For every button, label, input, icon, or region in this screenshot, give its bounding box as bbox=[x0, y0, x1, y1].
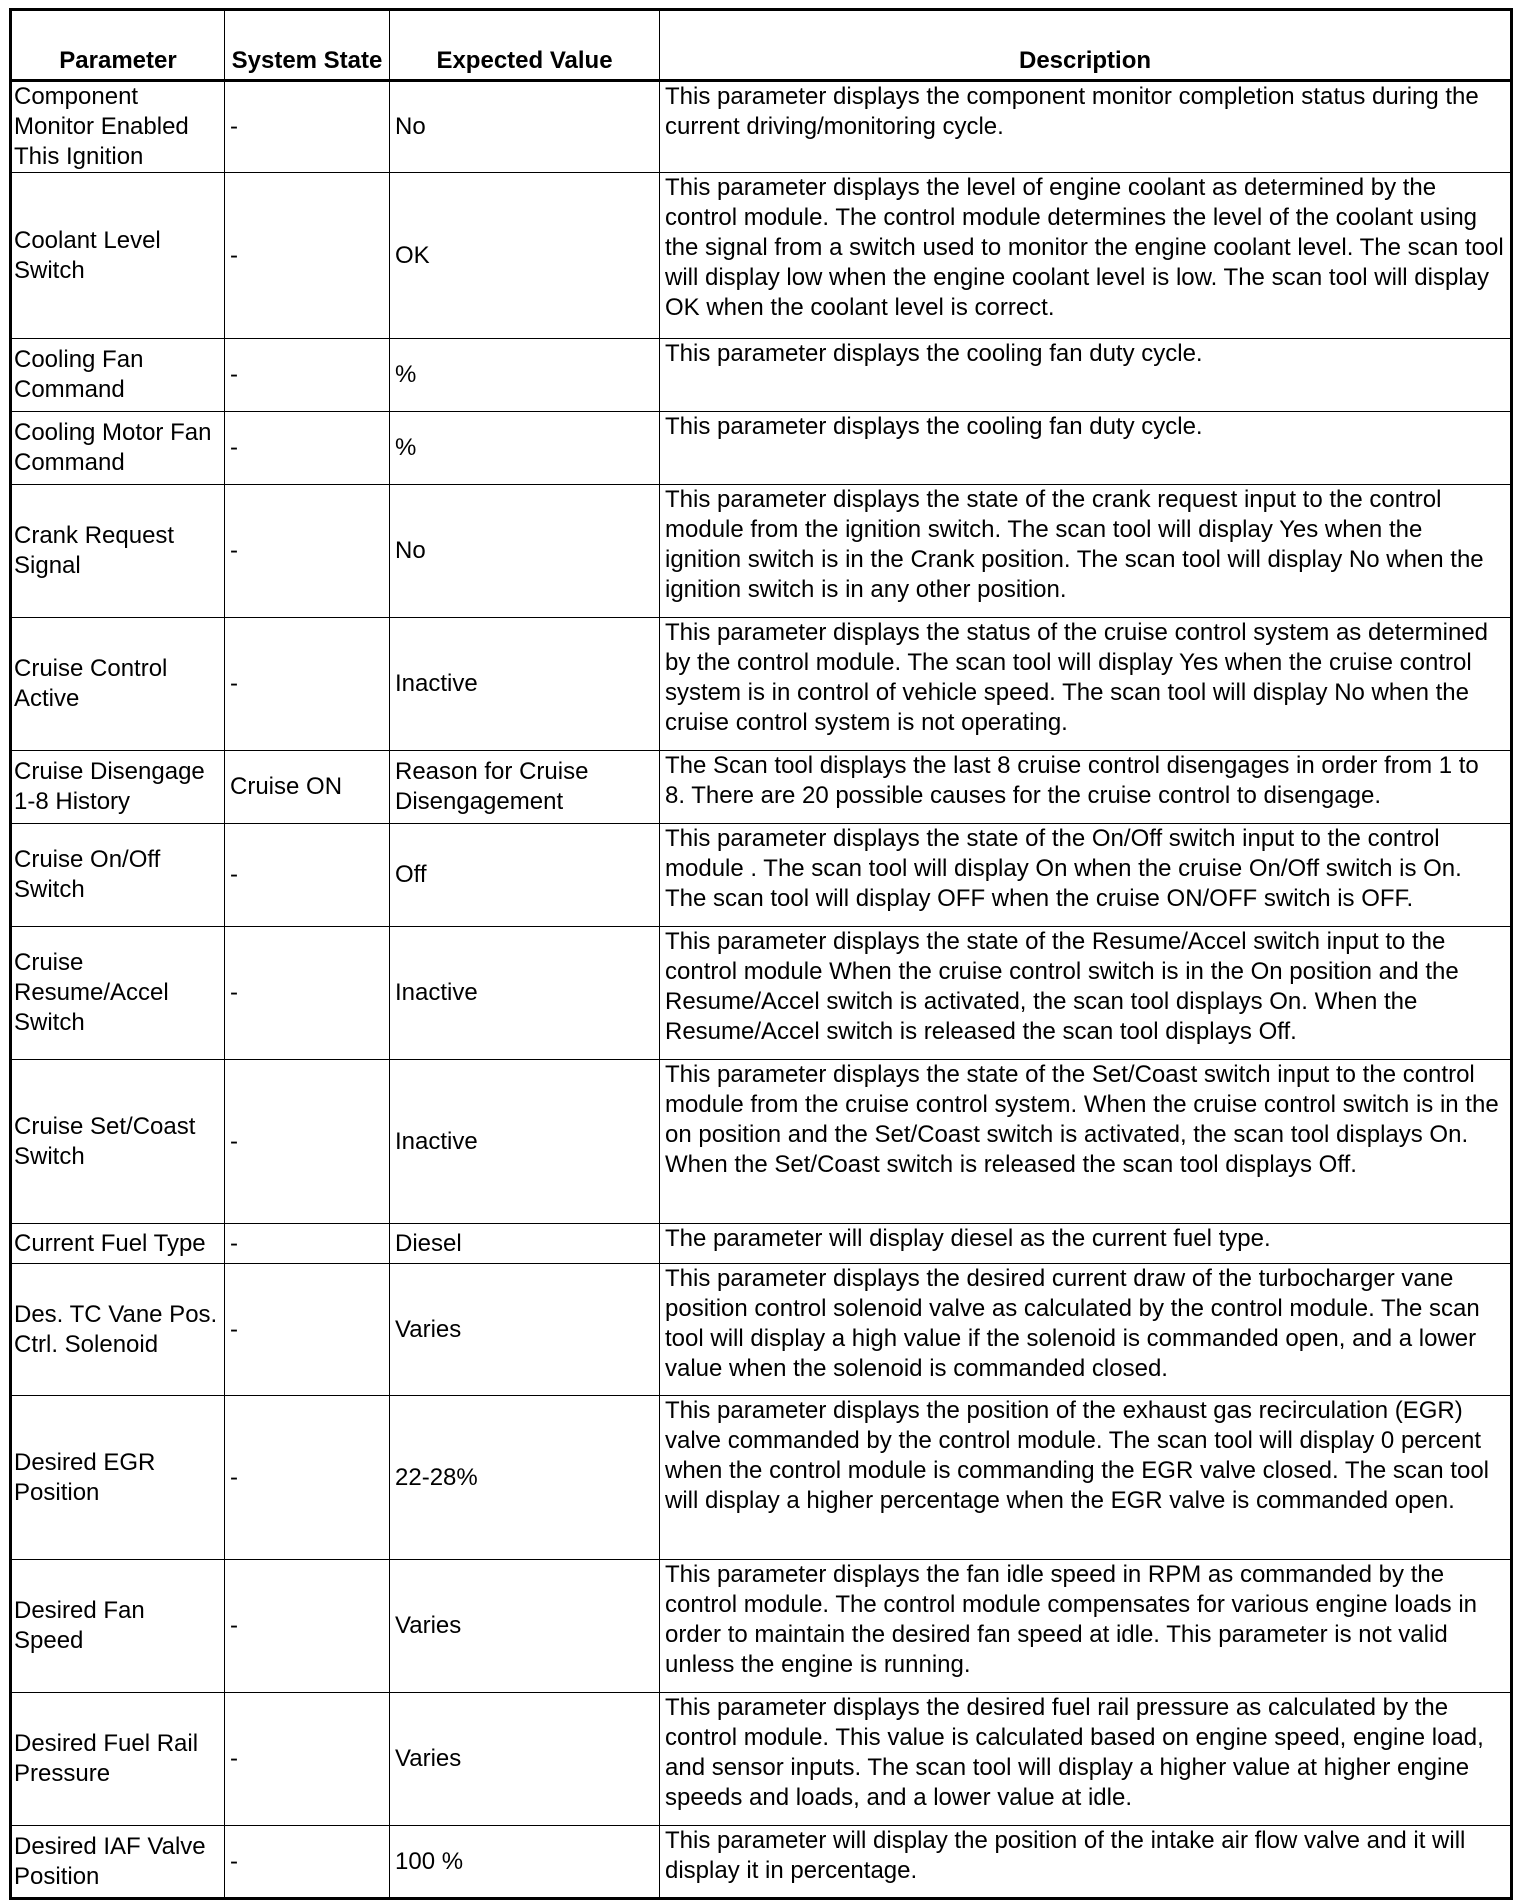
cell-expected-value: 100 % bbox=[390, 1826, 660, 1899]
cell-system-state: - bbox=[225, 1826, 390, 1899]
cell-system-state: Cruise ON bbox=[225, 751, 390, 824]
cell-expected-value: Inactive bbox=[390, 618, 660, 751]
parameter-table bbox=[9, 8, 1513, 1900]
cell-expected-value: Inactive bbox=[390, 927, 660, 1060]
cell-parameter: Desired EGR Position bbox=[11, 1396, 225, 1560]
table-row bbox=[11, 173, 1512, 339]
cell-description: This parameter will display the position of the intake air flow valve and it will display it in percentage. bbox=[660, 1826, 1512, 1899]
cell-description: This parameter displays the desired fuel rail pressure as calculated by the control module. This value is calculated based on engine speed, engine load, and sensor inputs. The scan tool will display a higher value at higher engine speeds and loads, and a lower value at idle. bbox=[660, 1693, 1512, 1826]
cell-expected-value: % bbox=[390, 412, 660, 485]
cell-expected-value: No bbox=[390, 81, 660, 173]
cell-parameter: Cruise On/Off Switch bbox=[11, 824, 225, 927]
cell-expected-value: % bbox=[390, 339, 660, 412]
cell-system-state: - bbox=[225, 1264, 390, 1396]
table-row bbox=[11, 1396, 1512, 1560]
cell-system-state: - bbox=[225, 81, 390, 173]
cell-expected-value: Off bbox=[390, 824, 660, 927]
cell-description: This parameter displays the cooling fan duty cycle. bbox=[660, 412, 1512, 485]
table-row bbox=[11, 412, 1512, 485]
table-row bbox=[11, 824, 1512, 927]
cell-parameter: Desired IAF Valve Position bbox=[11, 1826, 225, 1899]
cell-description: This parameter displays the component monitor completion status during the current driving/monitoring cycle. bbox=[660, 81, 1512, 173]
cell-description: The Scan tool displays the last 8 cruise control disengages in order from 1 to 8. There are 20 possible causes for the cruise control to disengage. bbox=[660, 751, 1512, 824]
cell-description: This parameter displays the state of the Set/Coast switch input to the control module from the cruise control system. When the cruise control switch is in the on position and the Set/Coast switch is activated, the scan tool displays On. When the Set/Coast switch is released the scan tool displays Off. bbox=[660, 1060, 1512, 1224]
header-parameter: Parameter bbox=[11, 10, 225, 81]
cell-expected-value: Reason for Cruise Disengagement bbox=[390, 751, 660, 824]
cell-description: This parameter displays the status of the cruise control system as determined by the control module. The scan tool will display Yes when the cruise control system is in control of vehicle speed. The scan tool will display No when the cruise control system is not operating. bbox=[660, 618, 1512, 751]
cell-system-state: - bbox=[225, 173, 390, 339]
cell-system-state: - bbox=[225, 1224, 390, 1264]
table-row bbox=[11, 1264, 1512, 1396]
cell-parameter: Cruise Resume/Accel Switch bbox=[11, 927, 225, 1060]
cell-parameter: Cruise Disengage 1-8 History bbox=[11, 751, 225, 824]
cell-system-state: - bbox=[225, 1560, 390, 1693]
header-system-state: System State bbox=[225, 10, 390, 81]
cell-system-state: - bbox=[225, 927, 390, 1060]
table-row bbox=[11, 751, 1512, 824]
cell-parameter: Des. TC Vane Pos. Ctrl. Solenoid bbox=[11, 1264, 225, 1396]
cell-system-state: - bbox=[225, 412, 390, 485]
cell-system-state: - bbox=[225, 824, 390, 927]
header-expected-value: Expected Value bbox=[390, 10, 660, 81]
cell-parameter: Crank Request Signal bbox=[11, 485, 225, 618]
cell-description: This parameter displays the state of the On/Off switch input to the control module . The scan tool will display On when the cruise On/Off switch is On. The scan tool will display OFF when the cruise ON/OFF switch is OFF. bbox=[660, 824, 1512, 927]
cell-expected-value: Varies bbox=[390, 1264, 660, 1396]
table-row bbox=[11, 339, 1512, 412]
cell-system-state: - bbox=[225, 1693, 390, 1826]
cell-expected-value: Diesel bbox=[390, 1224, 660, 1264]
cell-parameter: Cruise Set/Coast Switch bbox=[11, 1060, 225, 1224]
cell-parameter: Cooling Motor Fan Command bbox=[11, 412, 225, 485]
header-description: Description bbox=[660, 10, 1512, 81]
cell-system-state: - bbox=[225, 618, 390, 751]
cell-parameter: Coolant Level Switch bbox=[11, 173, 225, 339]
cell-expected-value: OK bbox=[390, 173, 660, 339]
cell-description: This parameter displays the cooling fan duty cycle. bbox=[660, 339, 1512, 412]
cell-system-state: - bbox=[225, 339, 390, 412]
table-row bbox=[11, 81, 1512, 173]
header-row bbox=[11, 10, 1512, 81]
cell-description: This parameter displays the state of the Resume/Accel switch input to the control module When the cruise control switch is in the On position and the Resume/Accel switch is activated, the scan tool displays On. When the Resume/Accel switch is released the scan tool displays Off. bbox=[660, 927, 1512, 1060]
cell-expected-value: Inactive bbox=[390, 1060, 660, 1224]
cell-system-state: - bbox=[225, 1396, 390, 1560]
cell-expected-value: 22-28% bbox=[390, 1396, 660, 1560]
cell-parameter: Cruise Control Active bbox=[11, 618, 225, 751]
table-row bbox=[11, 1224, 1512, 1264]
table-row bbox=[11, 1693, 1512, 1826]
table-row bbox=[11, 618, 1512, 751]
cell-description: This parameter displays the desired current draw of the turbocharger vane position control solenoid valve as calculated by the control module. The scan tool will display a high value if the solenoid is commanded open, and a lower value when the solenoid is commanded closed. bbox=[660, 1264, 1512, 1396]
cell-expected-value: No bbox=[390, 485, 660, 618]
cell-description: The parameter will display diesel as the current fuel type. bbox=[660, 1224, 1512, 1264]
cell-parameter: Desired Fuel Rail Pressure bbox=[11, 1693, 225, 1826]
parameter-table-page bbox=[9, 8, 1510, 1900]
cell-parameter: Current Fuel Type bbox=[11, 1224, 225, 1264]
table-row bbox=[11, 927, 1512, 1060]
cell-description: This parameter displays the fan idle speed in RPM as commanded by the control module. The control module compensates for various engine loads in order to maintain the desired fan speed at idle. This parameter is not valid unless the engine is running. bbox=[660, 1560, 1512, 1693]
table-row bbox=[11, 1060, 1512, 1224]
cell-description: This parameter displays the state of the crank request input to the control module from the ignition switch. The scan tool will display Yes when the ignition switch is in the Crank position. The scan tool will display No when the ignition switch is in any other position. bbox=[660, 485, 1512, 618]
table-row bbox=[11, 1560, 1512, 1693]
cell-parameter: Cooling Fan Command bbox=[11, 339, 225, 412]
table-row bbox=[11, 1826, 1512, 1899]
cell-parameter: Desired Fan Speed bbox=[11, 1560, 225, 1693]
cell-description: This parameter displays the level of engine coolant as determined by the control module. The control module determines the level of the coolant using the signal from a switch used to monitor the engine coolant level. The scan tool will display low when the engine coolant level is low. The scan tool will display OK when the coolant level is correct. bbox=[660, 173, 1512, 339]
table-row bbox=[11, 485, 1512, 618]
cell-expected-value: Varies bbox=[390, 1560, 660, 1693]
cell-system-state: - bbox=[225, 485, 390, 618]
cell-description: This parameter displays the position of the exhaust gas recirculation (EGR) valve commanded by the control module. The scan tool will display 0 percent when the control module is commanding the EGR valve closed. The scan tool will display a higher percentage when the EGR valve is commanded open. bbox=[660, 1396, 1512, 1560]
cell-parameter: Component Monitor Enabled This Ignition bbox=[11, 81, 225, 173]
cell-expected-value: Varies bbox=[390, 1693, 660, 1826]
cell-system-state: - bbox=[225, 1060, 390, 1224]
